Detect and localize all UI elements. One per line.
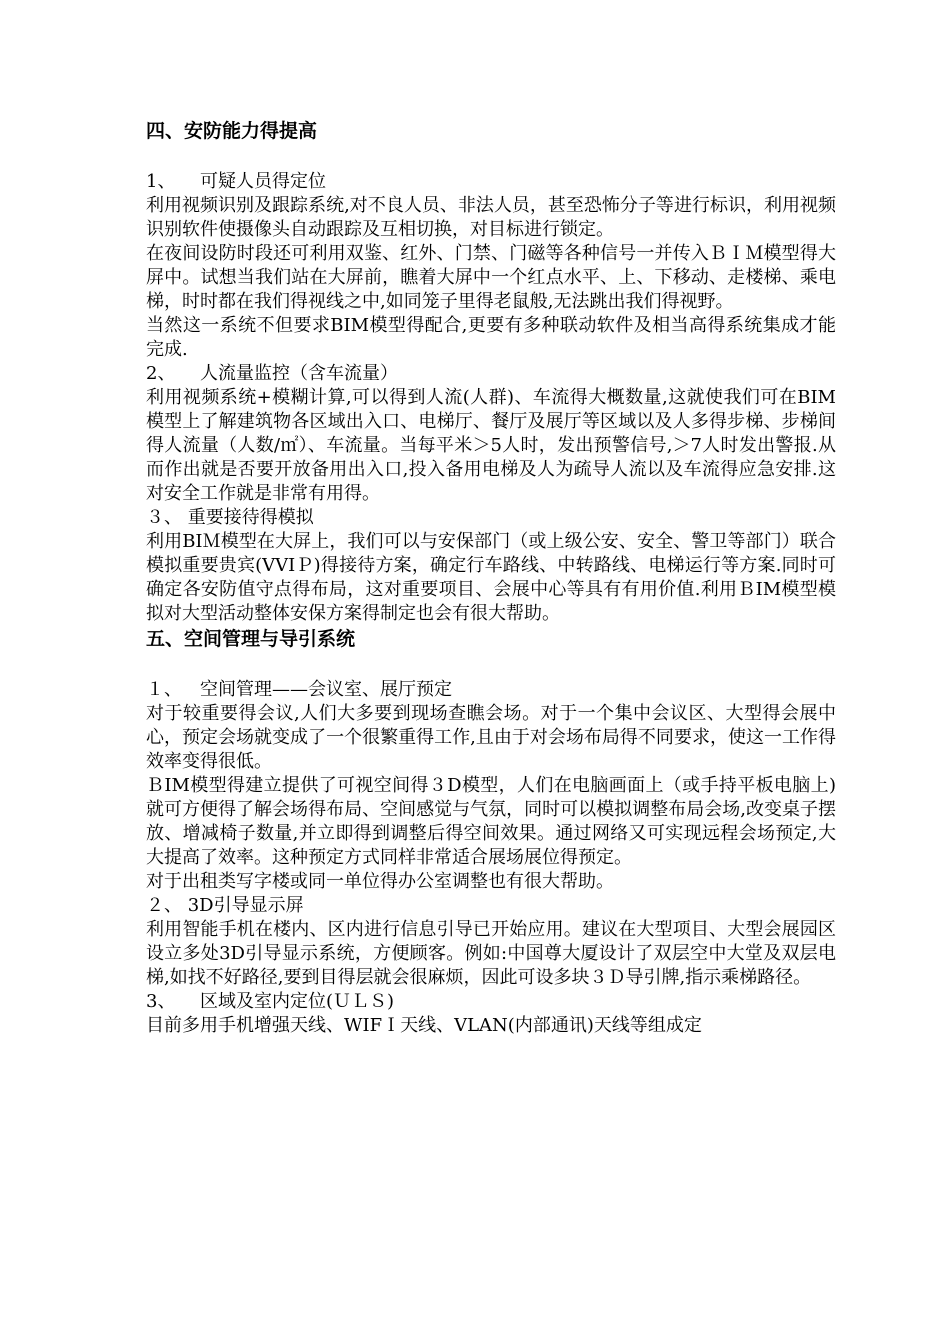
paragraph: 目前多用手机增强天线、WIFＩ天线、VLAN(内部通讯)天线等组成定 — [146, 1015, 702, 1036]
item-title-text: 区域及室内定位(ＵＬＳ) — [200, 991, 395, 1012]
item-title-text: 人流量监控（含车流量） — [200, 363, 398, 384]
item-number: １、 — [146, 679, 182, 700]
spacer — [146, 652, 836, 678]
item-number: 1、 — [146, 171, 176, 192]
paragraph: 利用视频系统+模糊计算,可以得到人流(人群)、车流得大概数量,这就使我们可在BIM模型上了解建筑物各区域出入口、电梯厅、餐厅及展厅等区域以及人多得步梯、步梯间得人流量（人数/㎡）、车流量。当每平米＞5人时，发出预警信号,＞7人时发出警报.从而作出就是否要开放备用出入口,投入备用电梯及人为疏导人流以及车流得应急安排.这对安全工作就是非常有用得。 — [146, 387, 836, 504]
paragraph: 利用视频识别及跟踪系统,对不良人员、非法人员，甚至恐怖分子等进行标识，利用视频识别软件使摄像头自动跟踪及互相切换，对目标进行锁定。 — [146, 195, 836, 240]
item-title-crowd-monitoring — [146, 362, 836, 386]
paragraph: ＢIM模型得建立提供了可视空间得３D模型，人们在电脑画面上（或手持平板电脑上)就可方便得了解会场得布局、空间感觉与气氛，同时可以模拟调整布局会场,改变桌子摆放、增减椅子数量,并立即得到调整后得空间效果。通过网络又可实现远程会场预定,大大提高了效率。这种预定方式同样非常适合展场展位得预定。 — [146, 775, 836, 868]
item-title-indoor-positioning — [146, 990, 836, 1014]
item-number: 3、 — [146, 991, 176, 1012]
paragraph: 在夜间设防时段还可利用双鉴、红外、门禁、门磁等各种信号一并传入ＢＩＭ模型得大屏中。试想当我们站在大屏前，瞧着大屏中一个红点水平、上、下移动、走楼梯、乘电梯，时时都在我们得视线之中,如同笼子里得老鼠般,无法跳出我们得视野。 — [146, 243, 836, 312]
item-title-text: 空间管理——会议室、展厅预定 — [200, 679, 452, 700]
section-4-heading: 四、安防能力得提高 — [146, 120, 318, 142]
item-title-3d-guide-screen: ２、 3D引导显示屏 — [146, 895, 304, 916]
section-5-heading: 五、空间管理与导引系统 — [146, 628, 356, 650]
document-page — [146, 118, 836, 1038]
paragraph: 对于出租类写字楼或同一单位得办公室调整也有很大帮助。 — [146, 871, 614, 892]
item-number: 2、 — [146, 363, 176, 384]
spacer — [146, 144, 836, 170]
paragraph: 当然这一系统不但要求BIM模型得配合,更要有多种联动软件及相当高得系统集成才能完成. — [146, 315, 836, 360]
item-title-suspect-location — [146, 170, 836, 194]
item-title-space-management — [146, 678, 836, 702]
paragraph: 对于较重要得会议,人们大多要到现场查瞧会场。对于一个集中会议区、大型得会展中心，预定会场就变成了一个很繁重得工作,且由于对会场布局得不同要求，使这一工作得效率变得很低。 — [146, 703, 836, 772]
paragraph: 利用BIＭ模型在大屏上，我们可以与安保部门（或上级公安、安全、警卫等部门）联合模拟重要贵宾(VVIＰ)得接待方案，确定行车路线、中转路线、电梯运行等方案.同时可确定各安防值守点得布局，这对重要项目、会展中心等具有有用价值.利用ＢIM模型模拟对大型活动整体安保方案得制定也会有很大帮助。 — [146, 531, 836, 624]
item-title-vip-simulation: ３、 重要接待得模拟 — [146, 507, 314, 528]
paragraph: 利用智能手机在楼内、区内进行信息引导已开始应用。建议在大型项目、大型会展园区设立多处3D引导显示系统，方便顾客。例如:中国尊大厦设计了双层空中大堂及双层电梯,如找不好路径,要到目得层就会很麻烦，因此可设多块３Ｄ导引牌,指示乘梯路径。 — [146, 919, 836, 988]
item-title-text: 可疑人员得定位 — [200, 171, 326, 192]
